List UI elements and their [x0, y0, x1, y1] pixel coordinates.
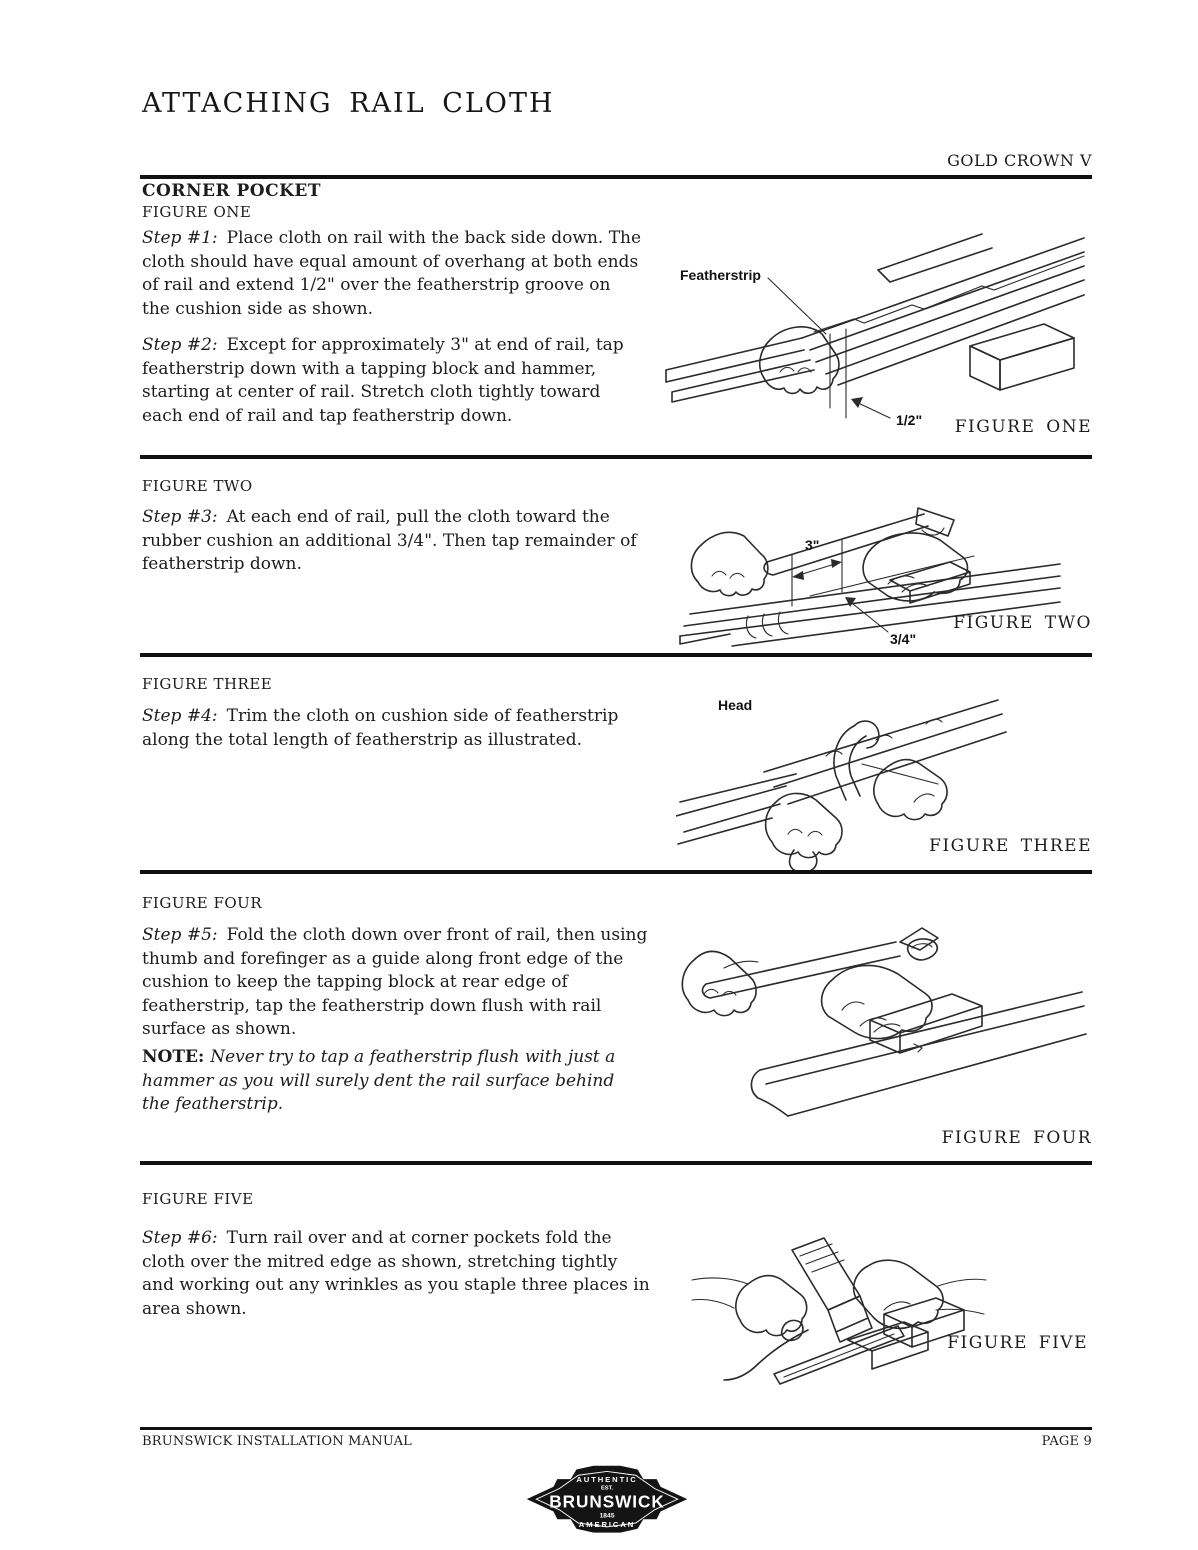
figure-two-caption: FIGURE TWO — [953, 613, 1092, 633]
figure-three-caption: FIGURE THREE — [929, 836, 1092, 856]
step-2-label: Step #2: — [142, 335, 218, 355]
head-annotation: Head — [718, 697, 753, 713]
footer-manual-title: BRUNSWICK INSTALLATION MANUAL — [142, 1434, 412, 1449]
page-title: ATTACHING RAIL CLOTH — [142, 88, 555, 119]
hand-drawing — [760, 327, 839, 394]
section-divider-3 — [140, 870, 1092, 874]
step-5-label: Step #5: — [142, 925, 218, 945]
step-1-text: Place cloth on rail with the back side down. The cloth should have equal amount of overhang at both ends of rail and extend 1/2" over the featherstrip groove on the cushion side as shown. — [142, 228, 642, 319]
figure-four-illustration — [664, 902, 1098, 1134]
rail-cloth-drawing — [666, 234, 1084, 418]
step-6-paragraph — [142, 1227, 652, 1321]
model-name: GOLD CROWN V — [947, 151, 1092, 170]
figure-five-illustration — [688, 1222, 992, 1398]
figure-one-label: FIGURE ONE — [142, 203, 252, 221]
note-paragraph — [142, 1046, 617, 1117]
figure-four-caption: FIGURE FOUR — [941, 1128, 1092, 1148]
figure-two-label: FIGURE TWO — [142, 477, 253, 495]
tapping-block-drawing — [682, 928, 1086, 1116]
half-inch-annotation: 1/2" — [896, 412, 923, 428]
step-1-paragraph — [142, 227, 642, 321]
step-5-paragraph — [142, 924, 652, 1042]
figure-one-illustration — [652, 222, 1096, 436]
logo-year-text: 1845 — [599, 1512, 615, 1520]
step-6-label: Step #6: — [142, 1228, 218, 1248]
figure-one-caption: FIGURE ONE — [954, 417, 1092, 437]
step-4-label: Step #4: — [142, 706, 218, 726]
section-divider-1 — [140, 455, 1092, 459]
logo-authentic-text: AUTHENTIC — [576, 1474, 638, 1484]
header-divider — [140, 175, 1092, 179]
logo-american-text: AMERICAN — [578, 1519, 636, 1529]
note-text: Never try to tap a featherstrip flush with just a hammer as you will surely dent the rail surface behind the featherstrip. — [142, 1047, 616, 1114]
step-4-text: Trim the cloth on cushion side of featherstrip along the total length of featherstrip as illustrated. — [142, 706, 619, 750]
logo-est-text: EST. — [600, 1485, 614, 1492]
figure-five-caption: FIGURE FIVE — [947, 1333, 1088, 1353]
figure-three-label: FIGURE THREE — [142, 675, 273, 693]
step-2-paragraph — [142, 334, 642, 428]
footer-page-number: PAGE 9 — [1041, 1434, 1092, 1449]
section-divider-2 — [140, 653, 1092, 657]
step-3-label: Step #3: — [142, 507, 218, 527]
section-header: CORNER POCKET — [142, 181, 322, 201]
step-6-text: Turn rail over and at corner pockets fold the cloth over the mitred edge as shown, stretching tightly and working out any wrinkles as you staple three places in area shown. — [142, 1228, 650, 1319]
figure-five-label: FIGURE FIVE — [142, 1190, 254, 1208]
figure-four-label: FIGURE FOUR — [142, 894, 263, 912]
step-3-paragraph — [142, 506, 652, 577]
three-inch-annotation: 3" — [805, 537, 820, 553]
section-divider-4 — [140, 1161, 1092, 1165]
step-4-paragraph — [142, 705, 652, 752]
brunswick-logo — [521, 1458, 693, 1546]
staple-gun-drawing — [692, 1238, 986, 1384]
step-1-label: Step #1: — [142, 228, 218, 248]
step-3-text: At each end of rail, pull the cloth toward the rubber cushion an additional 3/4". Then tap remainder of featherstrip down. — [142, 507, 637, 574]
note-label: NOTE: — [142, 1047, 205, 1067]
footer-divider — [140, 1427, 1092, 1430]
featherstrip-annotation: Featherstrip — [680, 267, 761, 283]
step-5-text: Fold the cloth down over front of rail, then using thumb and forefinger as a guide along front edge of the cushion to keep the tapping block at rear edge of featherstrip, tap the featherstrip down flush with rail surface as shown. — [142, 925, 648, 1039]
three-quarter-annotation: 3/4" — [890, 631, 917, 647]
step-2-text: Except for approximately 3" at end of rail, tap featherstrip down with a tapping block and hammer, starting at center of rail. Stretch cloth tightly toward each end of rail and tap featherstrip down. — [142, 335, 624, 426]
logo-brand-text: BRUNSWICK — [549, 1491, 665, 1512]
footer — [142, 1434, 1092, 1449]
